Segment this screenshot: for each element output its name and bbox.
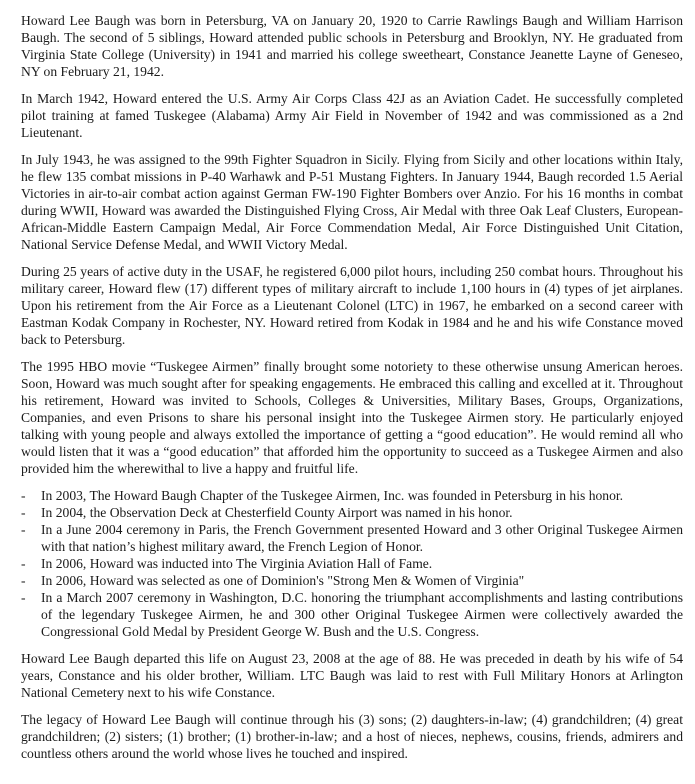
list-item-text: In 2003, The Howard Baugh Chapter of the Tuskegee Airmen, Inc. was founded in Petersburg in his honor. (41, 488, 624, 503)
list-item (21, 504, 683, 521)
paragraph-combat: In July 1943, he was assigned to the 99th Fighter Squadron in Sicily. Flying from Sicily and other locations within Italy, he flew 135 combat missions in P-40 Warhawk and P-51 Mustang Fighters. In January 1944, Baugh recorded 1.5 Aerial Victories in air-to-air combat action against German FW-190 Fighter Bombers over Anzio. For his 16 months in combat during WWII, Howard was awarded the Distinguished Flying Cross, Air Medal with three Oak Leaf Clusters, European-African-Middle Eastern Campaign Medal, Air Force Commendation Medal, Air Force Distinguished Unit Citation, National Service Defense Medal, and WWII Victory Medal. (21, 152, 683, 252)
obituary-document (21, 12, 683, 772)
paragraph-birth: Howard Lee Baugh was born in Petersburg, VA on January 20, 1920 to Carrie Rawlings Baugh and William Harrison Baugh. The second of 5 siblings, Howard attended public schools in Petersburg and Brooklyn, NY. He graduated from Virginia State College (University) in 1941 and married his college sweetheart, Constance Jeanette Layne of Geneseo, NY on February 21, 1942. (21, 13, 683, 79)
bullet-dash: - (21, 505, 26, 520)
bullet-dash: - (21, 488, 26, 503)
bullet-dash: - (21, 590, 26, 605)
list-item (21, 555, 683, 572)
list-item (21, 589, 683, 640)
list-item-text: In 2006, Howard was inducted into The Virginia Aviation Hall of Fame. (41, 556, 433, 571)
paragraph-passing: Howard Lee Baugh departed this life on August 23, 2008 at the age of 88. He was preceded in death by his wife of 54 years, Constance and his older brother, William. LTC Baugh was laid to rest with Full Military Honors at Arlington National Cemetery next to his wife Constance. (21, 651, 683, 700)
list-item-text: In a June 2004 ceremony in Paris, the French Government presented Howard and 3 other Original Tuskegee Airmen with that nation’s highest military award, the French Legion of Honor. (41, 522, 683, 554)
list-item (21, 521, 683, 555)
bullet-dash: - (21, 522, 26, 537)
list-item-text: In 2004, the Observation Deck at Chesterfield County Airport was named in his honor. (41, 505, 513, 520)
bullet-dash: - (21, 573, 26, 588)
list-item-text: In a March 2007 ceremony in Washington, D.C. honoring the triumphant accomplishments and lasting contributions of the legendary Tuskegee Airmen, he and 300 other Original Tuskegee Airmen were collectively awarded the Congressional Gold Medal by President George W. Bush and the U.S. Congress. (41, 590, 683, 639)
honors-list (21, 487, 683, 640)
paragraph-legacy: The legacy of Howard Lee Baugh will continue through his (3) sons; (2) daughters-in-law; (4) grandchildren; (4) great grandchildren; (2) sisters; (1) brother; (1) brother-in-law; and a host of nieces, nephews, cousins, friends, admirers and countless others around the world whose lives he touched and inspired. (21, 712, 683, 761)
paragraph-retirement: The 1995 HBO movie “Tuskegee Airmen” finally brought some notoriety to these otherwise unsung American heroes. Soon, Howard was much sought after for speaking engagements. He embraced this calling and excelled at it. Throughout his retirement, Howard was invited to Schools, Colleges & Universities, Military Bases, Groups, Organizations, Companies, and even Prisons to share his personal insight into the Tuskegee Airmen story. He particularly enjoyed talking with young people and always extolled the importance of getting a “good education”. He would remind all who would listen that it was a “good education” that afforded him the opportunity to succeed as a Tuskegee Airmen and also provided him the wherewithal to live a happy and fruitful life. (21, 359, 683, 476)
bullet-dash: - (21, 556, 26, 571)
list-item-text: In 2006, Howard was selected as one of Dominion's "Strong Men & Women of Virginia" (41, 573, 525, 588)
list-item (21, 572, 683, 589)
list-item (21, 487, 683, 504)
paragraph-cadet: In March 1942, Howard entered the U.S. Army Air Corps Class 42J as an Aviation Cadet. He successfully completed pilot training at famed Tuskegee (Alabama) Army Air Field in November of 1942 and was commissioned as a 2nd Lieutenant. (21, 91, 683, 140)
paragraph-usaf-career: During 25 years of active duty in the USAF, he registered 6,000 pilot hours, including 250 combat hours. Throughout his military career, Howard flew (17) different types of military aircraft to include 1,100 hours in (4) types of jet airplanes. Upon his retirement from the Air Force as a Lieutenant Colonel (LTC) in 1967, he embarked on a second career with Eastman Kodak Company in Rochester, NY. Howard retired from Kodak in 1984 and he and his wife Constance moved back to Petersburg. (21, 264, 683, 347)
